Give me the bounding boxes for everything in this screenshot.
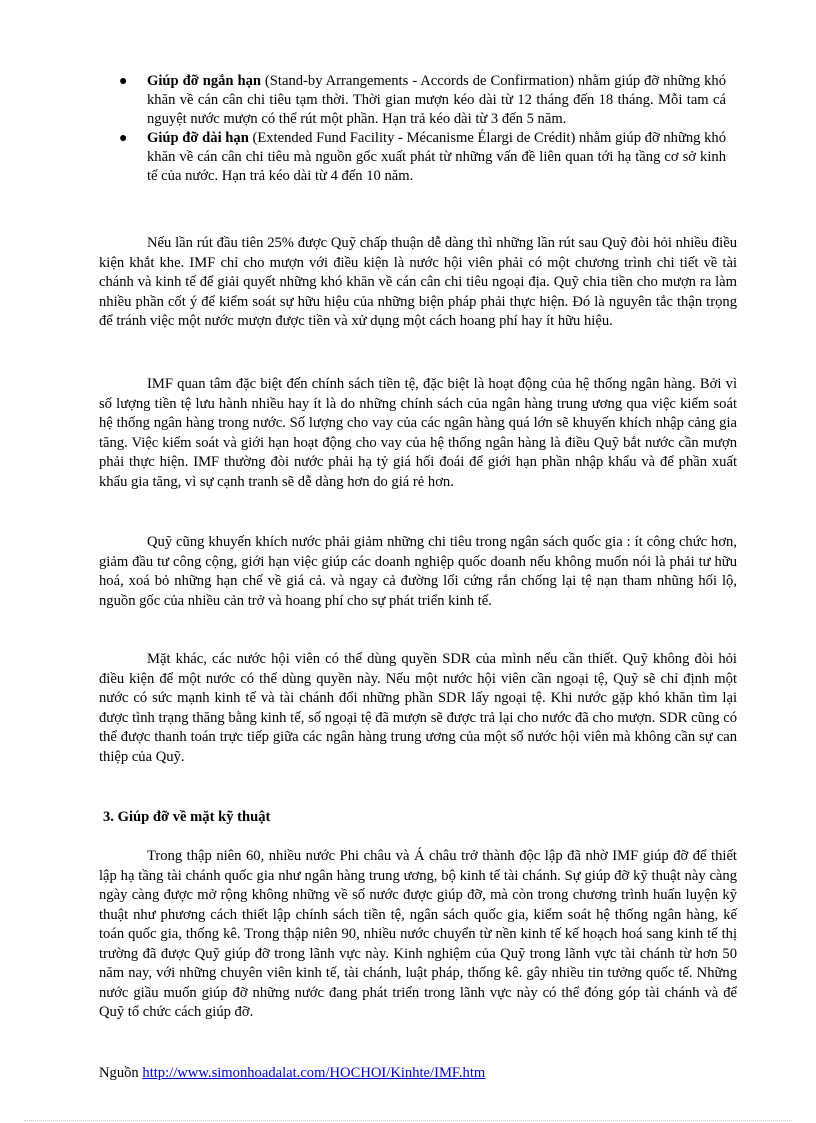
paragraph: Nếu lần rút đầu tiên 25% được Quỹ chấp thuận dễ dàng thì những lần rút sau Quỹ đòi hỏi nhiều điều kiện khắt khe. IMF chỉ cho mượn với điều kiện là nước hội viên phải có một chương trình chi tiết về tài chánh và kinh tế để giải quyết những khó khăn về cán cân chi tiêu ngoại địa. Quỹ chia tiền cho mượn ra làm nhiều phần cốt ý để kiểm soát sự hữu hiệu của những biện pháp phải thực hiện. Đó là nguyên tắc thận trọng để tránh việc một nước mượn được tiền và xử dụng một cách hoang phí hay ít hữu hiệu. [99,235,737,329]
section-heading: 3. Giúp đỡ về mặt kỹ thuật [103,809,271,825]
loan-types-list [116,72,726,186]
source-line [99,1064,485,1083]
list-item-text: (Extended Fund Facility - Mécanisme Élargi de Crédit) nhằm giúp đỡ những khó khăn về cán cân chi tiêu mà nguồn gốc xuất phát từ những vấn đề liên quan tới hạ tầng cơ sở kinh tế của nước. Hạn trả kéo dài từ 4 đến 10 năm. [147,130,727,184]
list-item-text: (Stand-by Arrangements - Accords de Confirmation) nhằm giúp đỡ những khó khăn về cán cân chi tiêu tạm thời. Thời gian mượn kéo dài từ 12 tháng đến 18 tháng. Mỗi tam cá nguyệt nước mượn có thể rút một phần. Hạn trả kéo dài từ 3 đến 5 năm. [147,73,726,127]
list-item-title: Giúp đỡ dài hạn [147,130,249,146]
list-item [116,72,726,129]
paragraph: Quỹ cũng khuyến khích nước phải giảm những chi tiêu trong ngân sách quốc gia : ít công chức hơn, giảm đầu tư công cộng, giới hạn việc giúp các doanh nghiệp quốc doanh nếu không muốn nói là phải tư hữu hoá, xoá bỏ những hạn chế về giá cả. và ngay cả đường lối cứng rắn chống lại tệ nạn tham nhũng hối lộ, nguồn gốc của nhiều cản trở và hoang phí cho sự phát triển kinh tế. [99,534,737,609]
bullet-icon: ● [119,131,128,146]
list-item-title: Giúp đỡ ngắn hạn [147,73,261,89]
source-label: Nguồn [99,1065,143,1081]
page-bottom-divider [24,1120,792,1121]
paragraph: Trong thập niên 60, nhiều nước Phi châu và Á châu trở thành độc lập đã nhờ IMF giúp đỡ để thiết lập hạ tầng tài chánh quốc gia như ngân hàng trung ương, bộ kinh tế tài chánh. Sự giúp đỡ kỹ thuật này càng ngày càng được mở rộng không những về số nước được giúp đỡ, mà còn trong chương trình huấn luyện kỹ thuật như phương cách thiết lập chính sách tiền tệ, ngân sách quốc gia, kiểm soát hệ thống ngân hàng, kế toán quốc gia, thống kê. Trong thập niên 90, nhiều nước chuyển từ nền kinh tế kế hoạch hoá sang kinh tế thị trường đã được Quỹ giúp đỡ trong lãnh vực này. Kinh nghiệm của Quỹ trong lãnh vực tài chánh từ hơn 50 năm nay, với những chuyên viên kinh tế, tài chánh, luật pháp, thống kê. gây nhiều tin tưởng quốc tế. Những nước giầu muốn giúp đỡ những nước đang phát triển trong lãnh vực này có thể đóng góp tài chánh và để Quỹ tổ chức cách giúp đỡ. [99,848,737,1020]
list-item [116,129,726,186]
source-link[interactable]: http://www.simonhoadalat.com/HOCHOI/Kinhte/IMF.htm [142,1065,486,1081]
paragraph: Mặt khác, các nước hội viên có thể dùng quyền SDR của mình nếu cần thiết. Quỹ không đòi hỏi điều kiện để một nước có thể dùng quyền này. Nếu một nước hội viên cần ngoại tệ, Quỹ sẽ chỉ định một nước có sức mạnh kinh tế và tài chánh đổi những phần SDR lấy ngoại tệ. Khi nước gặp khó khăn tìm lại được tình trạng thăng bằng kinh tế, số ngoại tệ đã mượn sẽ được trả lại cho nước đã cho mượn. SDR cũng có thể được thanh toán trực tiếp giữa các ngân hàng trung ương của một số nước hội viên mà không cần sự can thiệp của Quỹ. [99,651,737,765]
paragraph: IMF quan tâm đặc biệt đến chính sách tiền tệ, đặc biệt là hoạt động của hệ thống ngân hàng. Bởi vì số lượng tiền tệ lưu hành nhiều hay ít là do những chính sách của ngân hàng trung ương qua việc kiểm soát hệ thống ngân hàng trong nước. Số lượng cho vay của các ngân hàng quá lớn sẽ khuyến khích nhập cảng gia tăng. Việc kiểm soát và giới hạn hoạt động cho vay của hệ thống ngân hàng là điều Quỹ bắt nước cần mượn phải thực hiện. IMF thường đòi nước phải hạ tỷ giá hối đoái để giới hạn phần nhập khẩu và để phần xuất khẩu gia tăng, vì sự cạnh tranh sẽ dễ dàng hơn do giá rẻ hơn. [99,376,737,490]
bullet-icon: ● [119,74,128,89]
